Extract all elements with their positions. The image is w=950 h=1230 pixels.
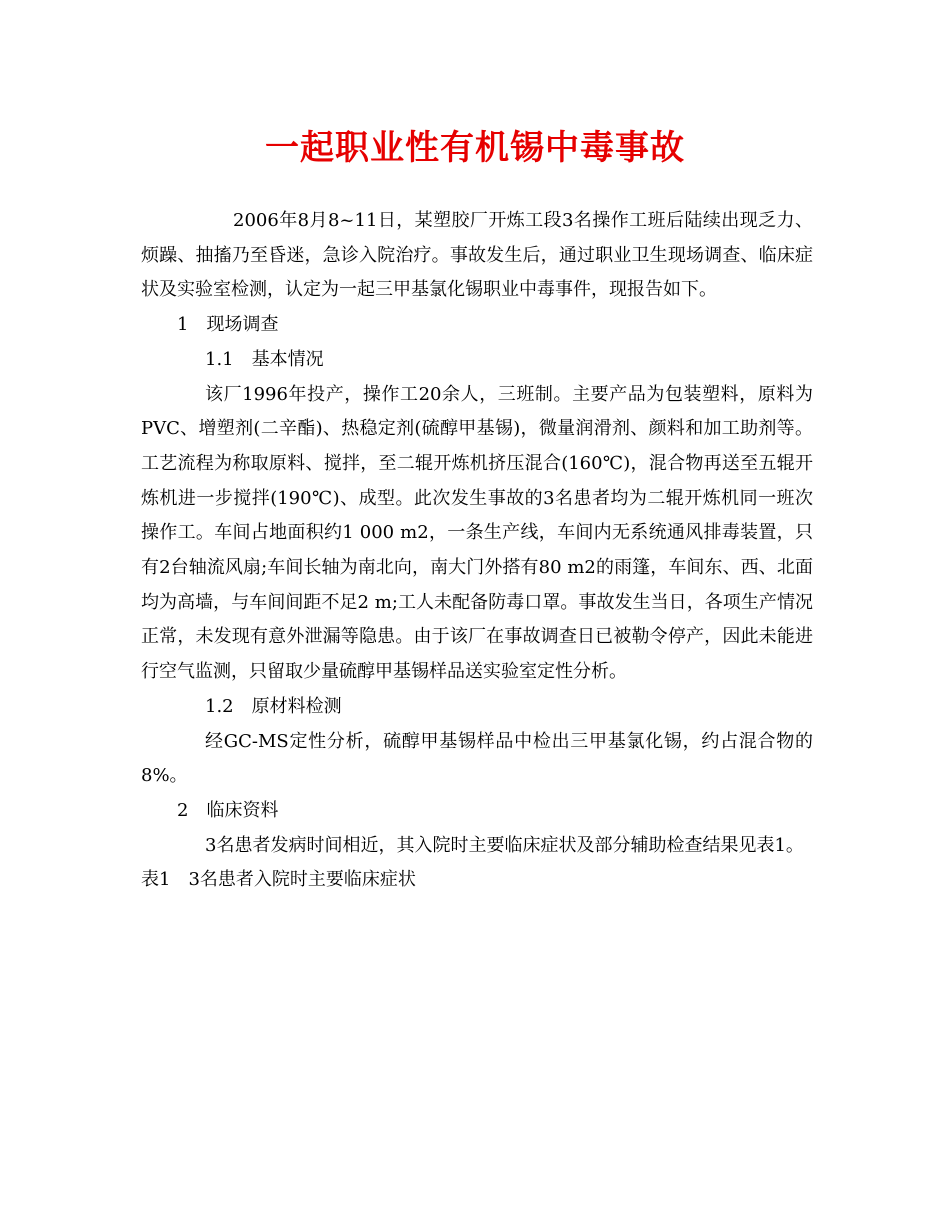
table-1-caption: 表1 3名患者入院时主要临床症状 — [141, 869, 416, 891]
document-body — [141, 204, 813, 898]
section-1-2-heading: 1.2 原材料检测 — [205, 695, 342, 717]
intro-paragraph: 2006年8月8~11日，某塑胶厂开炼工段3名操作工班后陆续出现乏力、烦躁、抽搐乃至昏迷，急诊入院治疗。事故发生后，通过职业卫生现场调查、临床症状及实验室检测，认定为一起三甲基氯化锡职业中毒事件，现报告如下。 — [141, 210, 813, 301]
section-1-heading: 1 现场调查 — [177, 314, 279, 336]
section-1-2-paragraph: 经GC-MS定性分析，硫醇甲基锡样品中检出三甲基氯化锡，约占混合物的8%。 — [141, 730, 813, 787]
document-title: 一起职业性有机锡中毒事故 — [265, 128, 685, 168]
section-1-1-heading: 1.1 基本情况 — [205, 348, 324, 370]
section-2-heading: 2 临床资料 — [177, 799, 279, 821]
section-1-1-paragraph: 该厂1996年投产，操作工20余人，三班制。主要产品为包装塑料，原料为PVC、增塑剂(二辛酯)、热稳定剂(硫醇甲基锡)，微量润滑剂、颜料和加工助剂等。工艺流程为称取原料、搅拌，至二辊开炼机挤压混合(160℃)，混合物再送至五辊开炼机进一步搅拌(190℃)、成型。此次发生事故的3名患者均为二辊开炼机同一班次操作工。车间占地面积约1 000 m2，一条生产线，车间内无系统通风排毒装置，只有2台轴流风扇;车间长轴为南北向，南大门外搭有80 m2的雨篷，车间东、西、北面均为高墙，与车间间距不足2 m;工人未配备防毒口罩。事故发生当日，各项生产情况正常，未发现有意外泄漏等隐患。由于该厂在事故调查日已被勒令停产，因此未能进行空气监测，只留取少量硫醇甲基锡样品送实验室定性分析。 — [141, 383, 813, 683]
section-2-paragraph: 3名患者发病时间相近，其入院时主要临床症状及部分辅助检查结果见表1。 — [205, 834, 804, 856]
